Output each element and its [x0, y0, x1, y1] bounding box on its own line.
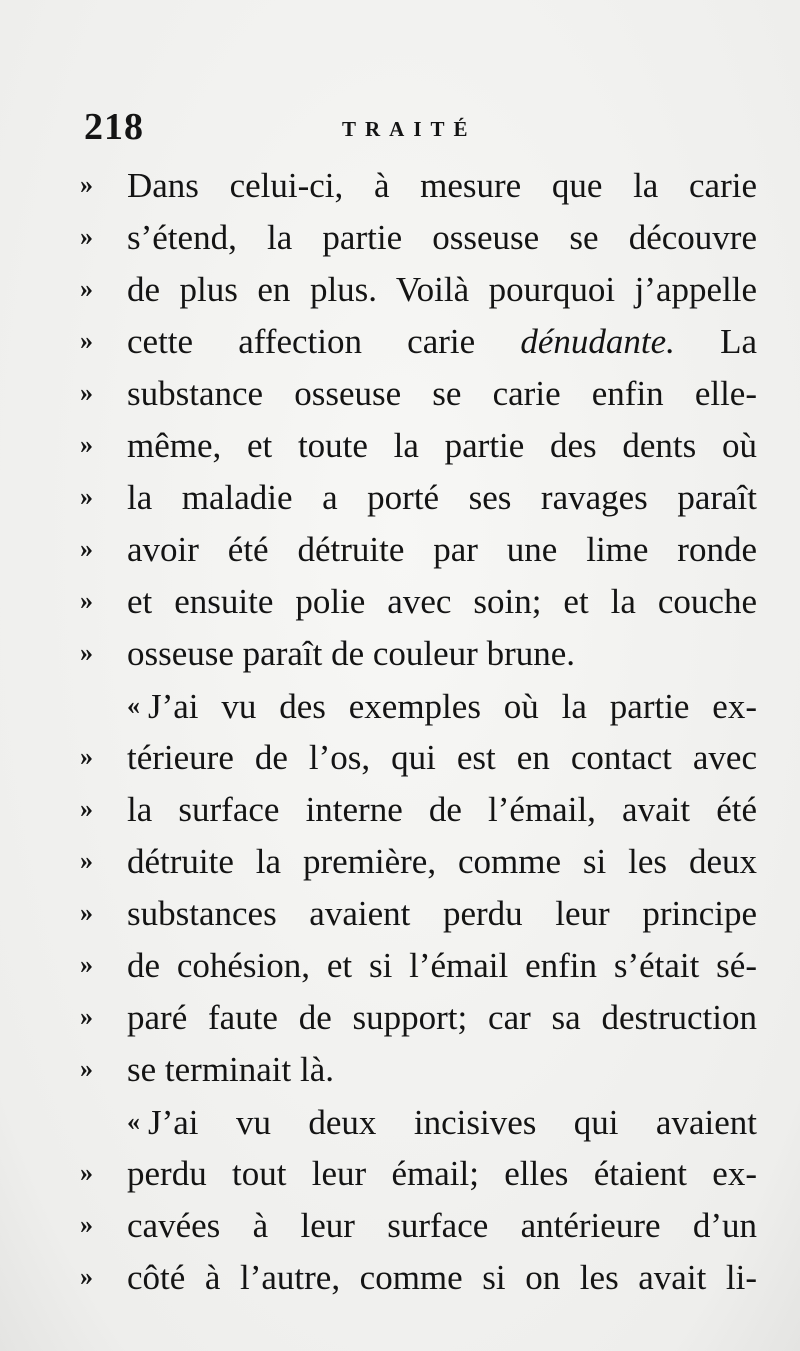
text-line — [0, 732, 800, 784]
line-text: substance osseuse se carie enfin elle- — [127, 374, 757, 413]
continuation-quote: » — [80, 534, 93, 563]
line-text: se terminait là. — [127, 1050, 335, 1089]
continuation-quote: » — [80, 846, 93, 875]
text-line — [0, 836, 800, 888]
italic-term: dénudante. — [520, 322, 675, 361]
text-line — [0, 1096, 800, 1148]
continuation-quote: » — [80, 1262, 93, 1291]
text-line — [0, 524, 800, 576]
continuation-quote: » — [80, 170, 93, 199]
text-line — [0, 420, 800, 472]
line-text: paré faute de support; car sa destruction — [127, 998, 757, 1037]
continuation-quote: » — [80, 1002, 93, 1031]
continuation-quote: » — [80, 430, 93, 459]
text-line — [0, 160, 800, 212]
line-text: détruite la première, comme si les deux — [127, 842, 757, 881]
line-text: cavées à leur surface antérieure d’un — [127, 1206, 757, 1245]
text-line — [0, 1148, 800, 1200]
line-text — [127, 1096, 757, 1149]
line-text: de cohésion, et si l’émail enfin s’était sé- — [127, 946, 757, 985]
line-text: osseuse paraît de couleur brune. — [127, 634, 576, 673]
continuation-quote: » — [80, 742, 93, 771]
line-text: Dans celui-ci, à mesure que la carie — [127, 166, 757, 205]
continuation-quote: » — [80, 950, 93, 979]
text-line — [0, 264, 800, 316]
line-text-content: J’ai vu des exemples où la partie ex- — [148, 687, 757, 726]
continuation-quote: » — [80, 482, 93, 511]
line-text — [127, 316, 757, 368]
continuation-quote: » — [80, 1158, 93, 1187]
continuation-quote: » — [80, 586, 93, 615]
line-text: perdu tout leur émail; elles étaient ex- — [127, 1154, 757, 1193]
line-text-before: cette affection carie — [127, 322, 476, 361]
text-line — [0, 680, 800, 732]
line-text: et ensuite polie avec soin; et la couche — [127, 582, 757, 621]
line-text-after: La — [720, 322, 757, 361]
continuation-quote: » — [80, 326, 93, 355]
text-line — [0, 992, 800, 1044]
text-line — [0, 784, 800, 836]
text-line — [0, 888, 800, 940]
text-line — [0, 316, 800, 368]
continuation-quote: » — [80, 794, 93, 823]
continuation-quote: » — [80, 222, 93, 251]
opening-quote: « — [127, 691, 140, 720]
line-text: substances avaient perdu leur principe — [127, 894, 757, 933]
line-text — [127, 680, 757, 733]
continuation-quote: » — [80, 274, 93, 303]
line-text: la maladie a porté ses ravages paraît — [127, 478, 757, 517]
line-text: de plus en plus. Voilà pourquoi j’appelle — [127, 270, 757, 309]
page-number: 218 — [84, 106, 144, 148]
text-line — [0, 1044, 800, 1096]
text-line — [0, 212, 800, 264]
text-line — [0, 940, 800, 992]
page-header — [84, 105, 764, 155]
line-text: térieure de l’os, qui est en contact avec — [127, 738, 757, 777]
text-line — [0, 576, 800, 628]
running-title: TRAITÉ — [342, 117, 477, 141]
text-line — [0, 472, 800, 524]
line-text: même, et toute la partie des dents où — [127, 426, 757, 465]
continuation-quote: » — [80, 378, 93, 407]
text-line — [0, 628, 800, 680]
text-line — [0, 1200, 800, 1252]
continuation-quote: » — [80, 898, 93, 927]
line-text-content: J’ai vu deux incisives qui avaient — [148, 1103, 757, 1142]
continuation-quote: » — [80, 1210, 93, 1239]
opening-quote: « — [127, 1107, 140, 1136]
line-text: côté à l’autre, comme si on les avait li- — [127, 1258, 757, 1297]
text-line — [0, 368, 800, 420]
continuation-quote: » — [80, 1054, 93, 1083]
line-text: avoir été détruite par une lime ronde — [127, 530, 757, 569]
line-text: la surface interne de l’émail, avait été — [127, 790, 757, 829]
continuation-quote: » — [80, 638, 93, 667]
line-text: s’étend, la partie osseuse se découvre — [127, 218, 757, 257]
text-line — [0, 1252, 800, 1304]
